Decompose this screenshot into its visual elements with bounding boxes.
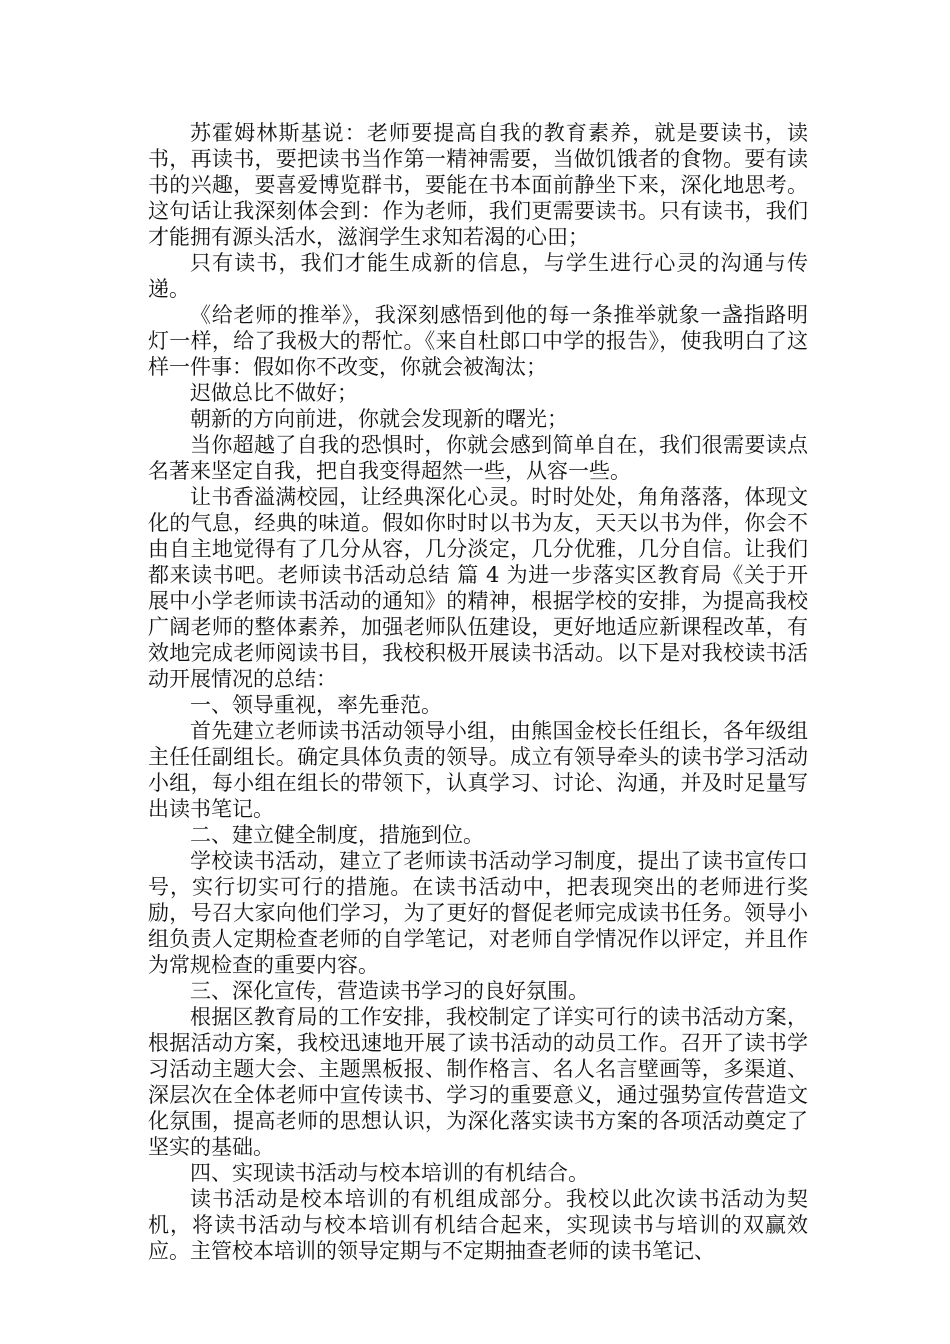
paragraph-6: 当你超越了自我的恐惧时，你就会感到简单自在，我们很需要读点名著来坚定自我，把自我变得超然一些，从容一些。 bbox=[148, 433, 808, 483]
paragraph-1: 苏霍姆林斯基说：老师要提高自我的教育素养，就是要读书，读书，再读书，要把读书当作第一精神需要，当做饥饿者的食物。要有读书的兴趣，要喜爱博览群书，要能在书本面前静坐下来，深化地思考。这句话让我深刻体会到：作为老师，我们更需要读书。只有读书，我们才能拥有源头活水，滋润学生求知若渴的心田； bbox=[148, 121, 808, 249]
paragraph-2: 只有读书，我们才能生成新的信息，与学生进行心灵的沟通与传递。 bbox=[148, 251, 808, 301]
paragraph-8: 首先建立老师读书活动领导小组，由熊国金校长任组长，各年级组主任任副组长。确定具体负责的领导。成立有领导牵头的读书学习活动小组，每小组在组长的带领下，认真学习、讨论、沟通，并及时足量写出读书笔记。 bbox=[148, 719, 808, 821]
paragraph-7: 让书香溢满校园，让经典深化心灵。时时处处，角角落落，体现文化的气息，经典的味道。假如你时时以书为友，天天以书为伴，你会不由自主地觉得有了几分从容，几分淡定，几分优雅，几分自信。让我们都来读书吧。老师读书活动总结 篇 4 为进一步落实区教育局《关于开展中小学老师读书活动的通知》的精神，根据学校的安排，为提高我校广阔老师的整体素养，加强老师队伍建设，更好地适应新课程改革，有效地完成老师阅读书目，我校积极开展读书活动。以下是对我校读书活动开展情况的总结： bbox=[148, 485, 808, 691]
section-heading-1: 一、领导重视，率先垂范。 bbox=[190, 693, 442, 717]
document-body bbox=[148, 120, 808, 1264]
paragraph-4: 迟做总比不做好； bbox=[190, 381, 358, 405]
section-heading-4: 四、实现读书活动与校本培训的有机结合。 bbox=[190, 1161, 589, 1185]
paragraph-10: 根据区教育局的工作安排，我校制定了详实可行的读书活动方案，根据活动方案，我校迅速地开展了读书活动的动员工作。召开了读书学习活动主题大会、主题黑板报、制作格言、名人名言壁画等，多渠道、深层次在全体老师中宣传读书、学习的重要意义，通过强势宣传营造文化氛围，提高老师的思想认识，为深化落实读书方案的各项活动奠定了坚实的基础。 bbox=[148, 1005, 808, 1159]
paragraph-11: 读书活动是校本培训的有机组成部分。我校以此次读书活动为契机，将读书活动与校本培训有机结合起来，实现读书与培训的双赢效应。主管校本培训的领导定期与不定期抽查老师的读书笔记、 bbox=[148, 1187, 808, 1263]
paragraph-3: 《给老师的推举》，我深刻感悟到他的每一条推举就象一盏指路明灯一样，给了我极大的帮忙。《来自杜郎口中学的报告》，使我明白了这样一件事：假如你不改变，你就会被淘汰； bbox=[148, 303, 808, 379]
paragraph-9: 学校读书活动，建立了老师读书活动学习制度，提出了读书宣传口号，实行切实可行的措施。在读书活动中，把表现突出的老师进行奖励，号召大家向他们学习，为了更好的督促老师完成读书任务。领导小组负责人定期检查老师的自学笔记，对老师自学情况作以评定，并且作为常规检查的重要内容。 bbox=[148, 849, 808, 977]
section-heading-2: 二、建立健全制度，措施到位。 bbox=[190, 823, 484, 847]
section-heading-3: 三、深化宣传，营造读书学习的良好氛围。 bbox=[190, 979, 589, 1003]
paragraph-5: 朝新的方向前进，你就会发现新的曙光； bbox=[190, 407, 568, 431]
